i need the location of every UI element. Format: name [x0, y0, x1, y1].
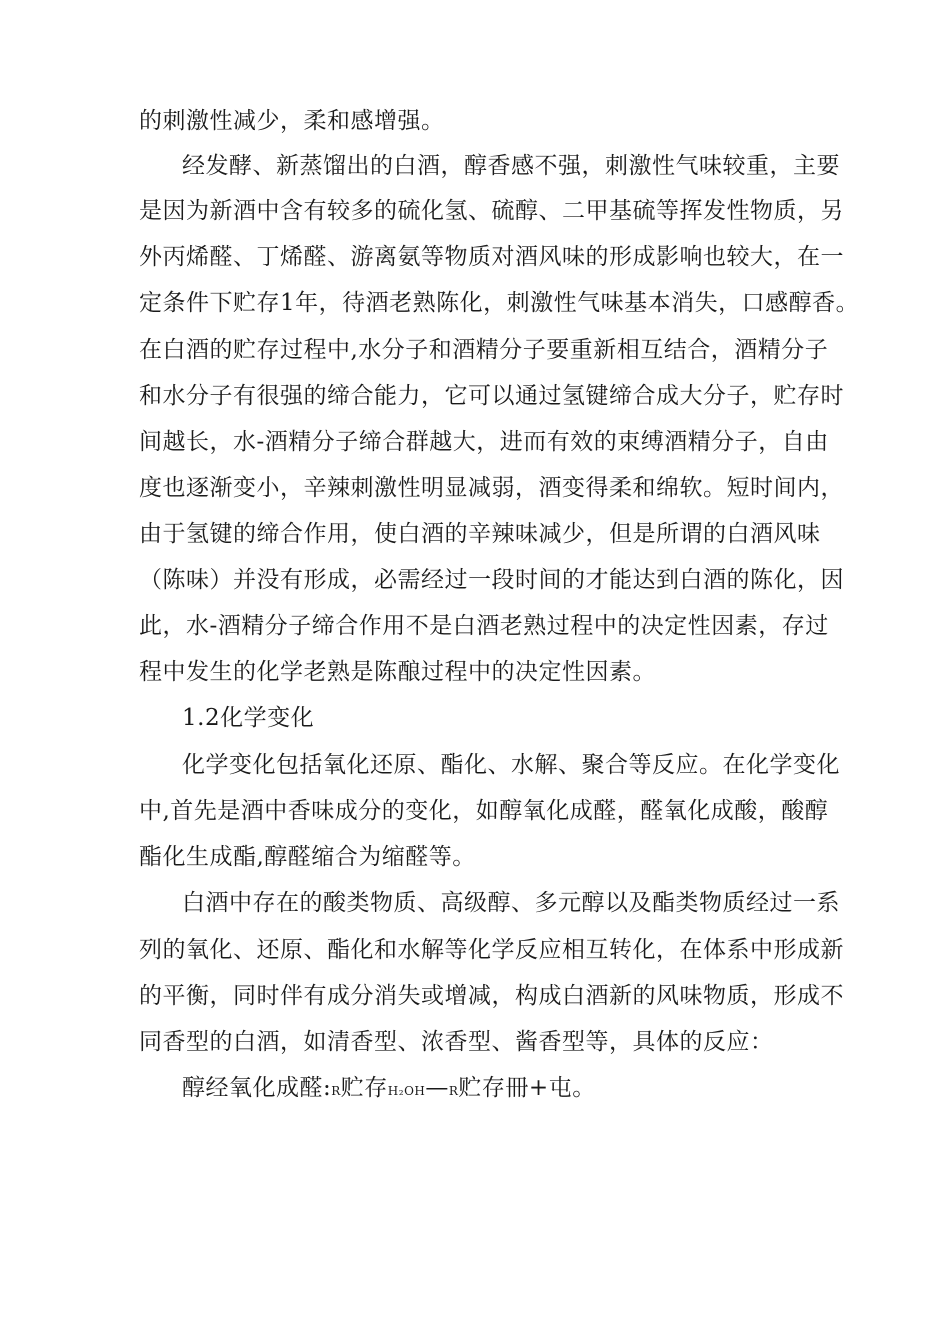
paragraph-2-line: 间越长，水-酒精分子缔合群越大，进而有效的束缚酒精分子，自由	[139, 429, 829, 455]
section-heading: 1.2化学变化	[182, 705, 315, 731]
paragraph-4-line: 白酒中存在的酸类物质、高级醇、多元醇以及酯类物质经过一系	[182, 890, 840, 916]
paragraph-2-line: 度也逐渐变小，辛辣刺激性明显减弱，酒变得柔和绵软。短时间内，	[139, 475, 844, 501]
paragraph-2-line: 在白酒的贮存过程中,水分子和酒精分子要重新相互结合，酒精分子	[139, 337, 829, 363]
formula-line	[182, 1074, 596, 1105]
paragraph-3-line: 酯化生成酯,醇醛缩合为缩醛等。	[139, 844, 476, 870]
paragraph-2-line: 是因为新酒中含有较多的硫化氢、硫醇、二甲基硫等挥发性物质，另	[139, 198, 844, 224]
paragraph-2-line: 外丙烯醛、丁烯醛、游离氨等物质对酒风味的形成影响也较大，在一	[139, 244, 844, 270]
formula-r1: R	[331, 1084, 341, 1098]
paragraph-2-line: 定条件下贮存1年，待酒老熟陈化，刺激性气味基本消失，口感醇香。	[139, 290, 860, 316]
formula-r2: R	[448, 1084, 459, 1098]
paragraph-2-line: 由于氢键的缔合作用，使白酒的辛辣味减少，但是所谓的白酒风味	[139, 521, 821, 547]
paragraph-2-line: 经发酵、新蒸馏出的白酒，醇香感不强，刺激性气味较重，主要	[182, 153, 840, 179]
formula-dash: —	[425, 1075, 449, 1101]
paragraph-4-line: 的平衡，同时伴有成分消失或增减，构成白酒新的风味物质，形成不	[139, 983, 844, 1009]
paragraph-2-line: （陈味）并没有形成，必需经过一段时间的才能达到白酒的陈化，因	[139, 567, 844, 593]
formula-text-2: 贮存冊+屯。	[458, 1075, 596, 1101]
formula-subscript: H₂OH	[387, 1084, 426, 1098]
paragraph-2-line: 和水分子有很强的缔合能力，它可以通过氢键缔合成大分子，贮存时	[139, 383, 844, 409]
paragraph-4-line: 同香型的白酒，如清香型、浓香型、酱香型等，具体的反应：	[139, 1029, 774, 1055]
paragraph-3-line: 化学变化包括氧化还原、酯化、水解、聚合等反应。在化学变化	[182, 752, 840, 778]
paragraph-2-line: 程中发生的化学老熟是陈酿过程中的决定性因素。	[139, 659, 656, 685]
paragraph-4-line: 列的氧化、还原、酯化和水解等化学反应相互转化，在体系中形成新	[139, 937, 844, 963]
paragraph-2-line: 此，水-酒精分子缔合作用不是白酒老熟过程中的决定性因素，存过	[139, 613, 829, 639]
formula-prefix: 醇经氧化成醛:	[182, 1075, 332, 1101]
formula-text-1: 贮存	[340, 1075, 388, 1101]
paragraph-3-line: 中,首先是酒中香味成分的变化，如醇氧化成醛，醛氧化成酸，酸醇	[139, 798, 829, 824]
paragraph-1-line: 的刺激性减少，柔和感增强。	[139, 108, 445, 134]
